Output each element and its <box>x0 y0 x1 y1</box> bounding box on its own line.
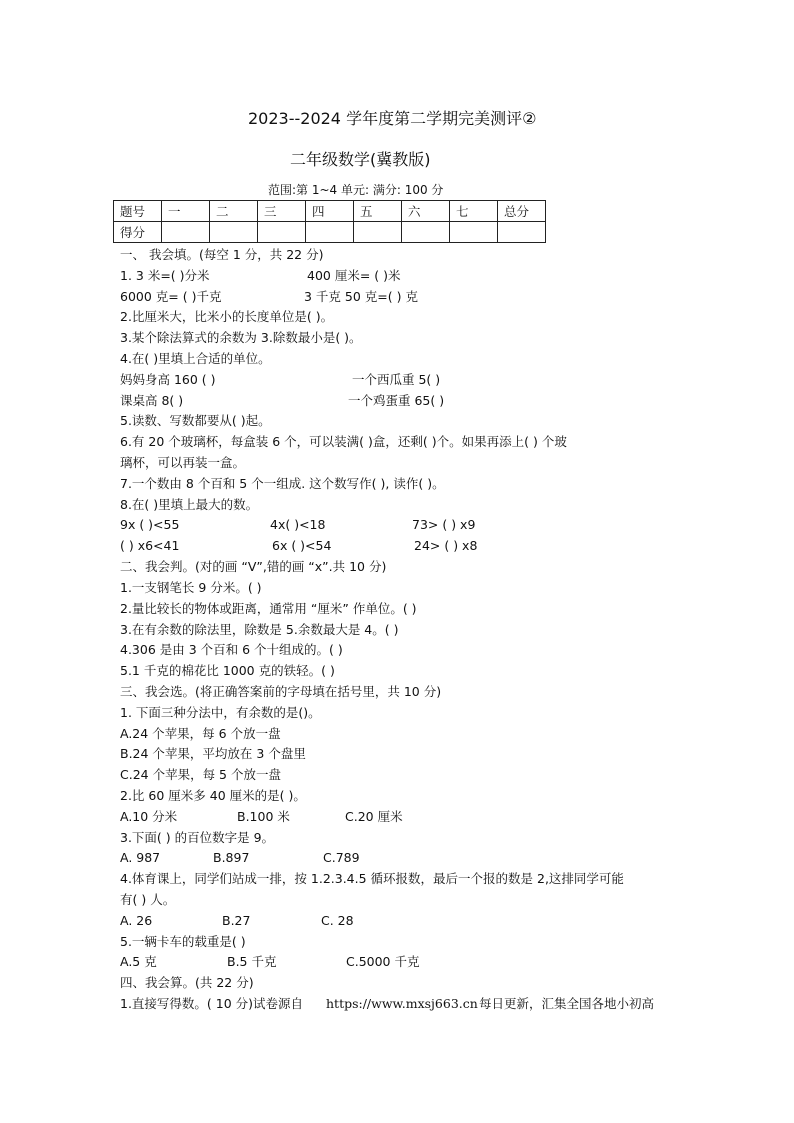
score-header-cell: 五 <box>354 201 402 222</box>
section3-q2: 2.比 60 厘米多 40 厘米的是( )。 <box>120 788 306 803</box>
section2-item: 4.306 是由 3 个百和 6 个十组成的。( ) <box>120 642 343 657</box>
section1-q1c: 6000 克= ( )千克 <box>120 289 222 304</box>
section1-q6-line2: 璃杯，可以再装一盒。 <box>120 455 246 470</box>
section1-q4d: 一个鸡蛋重 65( ) <box>348 393 445 408</box>
section2-heading: 二、我会判。(对的画 “V”,错的画 “x”.共 10 分) <box>120 559 387 574</box>
section1-q4a: 妈妈身高 160 ( ) <box>120 372 216 387</box>
section3-q5c: C.5000 千克 <box>346 954 420 969</box>
section1-q7: 7.一个数由 8 个百和 5 个一组成. 这个数写作( ), 读作( )。 <box>120 476 445 491</box>
section3-q3b: B.897 <box>213 850 250 865</box>
score-header-cell: 一 <box>162 201 210 222</box>
score-cell <box>450 222 498 243</box>
section3-q1b: B.24 个苹果，平均放在 3 个盘里 <box>120 746 306 761</box>
section3-q4b: B.27 <box>222 913 251 928</box>
section2-item: 1.一支钢笔长 9 分米。( ) <box>120 580 262 595</box>
section1-q8f: 24> ( ) x8 <box>414 538 478 553</box>
score-header-cell: 四 <box>306 201 354 222</box>
section3-q1a: A.24 个苹果，每 6 个放一盘 <box>120 726 281 741</box>
section3-q1: 1. 下面三种分法中，有余数的是()。 <box>120 705 321 720</box>
section3-q1c: C.24 个苹果，每 5 个放一盘 <box>120 767 281 782</box>
section3-q4c: C. 28 <box>321 913 354 928</box>
section3-q4a: A. 26 <box>120 913 153 928</box>
section1-heading: 一、 我会填。(每空 1 分，共 22 分) <box>120 247 324 262</box>
section1-q4b: 一个西瓜重 5( ) <box>352 372 441 387</box>
section4-q1-text: 1.直接写得数。( 10 分)试卷源自 <box>120 996 304 1011</box>
score-cell <box>306 222 354 243</box>
section3-q4-line2: 有( ) 人。 <box>120 892 176 907</box>
section1-q8b: 4x( )<18 <box>270 517 326 532</box>
section3-q2c: C.20 厘米 <box>345 809 403 824</box>
section3-heading: 三、我会选。(将正确答案前的字母填在括号里，共 10 分) <box>120 684 442 699</box>
section3-q5: 5.一辆卡车的载重是( ) <box>120 934 246 949</box>
section1-q3: 3.某个除法算式的余数为 3.除数最小是( )。 <box>120 330 362 345</box>
section1-q8: 8.在( )里填上最大的数。 <box>120 497 259 512</box>
section1-q8c: 73> ( ) x9 <box>412 517 476 532</box>
score-header-cell: 题号 <box>114 201 162 222</box>
score-cell <box>210 222 258 243</box>
section3-q5a: A.5 克 <box>120 954 157 969</box>
source-url-link[interactable]: https://www.mxsj663.cn <box>326 996 478 1011</box>
score-header-cell: 七 <box>450 201 498 222</box>
score-table <box>113 200 546 243</box>
score-table-score-row <box>114 222 546 243</box>
score-header-cell: 六 <box>402 201 450 222</box>
section1-q4c: 课桌高 8( ) <box>120 393 184 408</box>
exam-subtitle: 二年级数学(冀教版) <box>290 150 431 169</box>
section3-q3: 3.下面( ) 的百位数字是 9。 <box>120 830 275 845</box>
section1-q2: 2.比厘米大，比米小的长度单位是( )。 <box>120 309 334 324</box>
section1-q6-line1: 6.有 20 个玻璃杯，每盒装 6 个，可以装满( )盒，还剩( )个。如果再添上( ) 个玻 <box>120 434 567 449</box>
score-header-cell: 总分 <box>498 201 546 222</box>
exam-title: 2023--2024 学年度第二学期完美测评② <box>248 109 537 128</box>
score-table-header-row <box>114 201 546 222</box>
section2-item: 2.量比较长的物体或距离，通常用 “厘米” 作单位。( ) <box>120 601 417 616</box>
section2-item: 5.1 千克的棉花比 1000 克的铁轻。( ) <box>120 663 335 678</box>
score-cell <box>258 222 306 243</box>
section4-heading: 四、我会算。(共 22 分) <box>120 975 254 990</box>
section1-q1b: 400 厘米= ( )米 <box>307 268 401 283</box>
section1-q5: 5.读数、写数都要从( )起。 <box>120 413 271 428</box>
score-row-label: 得分 <box>114 222 162 243</box>
score-cell <box>354 222 402 243</box>
section1-q1a: 1. 3 米=( )分米 <box>120 268 210 283</box>
section4-q1-suffix: 每日更新，汇集全国各地小初高 <box>479 996 655 1011</box>
section1-q1d: 3 千克 50 克=( ) 克 <box>304 289 418 304</box>
score-header-cell: 三 <box>258 201 306 222</box>
section3-q2a: A.10 分米 <box>120 809 178 824</box>
score-cell <box>498 222 546 243</box>
section3-q3a: A. 987 <box>120 850 161 865</box>
exam-scope: 范围:第 1~4 单元: 满分: 100 分 <box>268 183 444 197</box>
section1-q8d: ( ) x6<41 <box>120 538 180 553</box>
section2-item: 3.在有余数的除法里，除数是 5.余数最大是 4。( ) <box>120 622 399 637</box>
score-cell <box>162 222 210 243</box>
section3-q5b: B.5 千克 <box>227 954 277 969</box>
section3-q3c: C.789 <box>323 850 360 865</box>
section3-q4-line1: 4.体育课上，同学们站成一排，按 1.2.3.4.5 循环报数，最后一个报的数是 2,这排同学可能 <box>120 871 624 886</box>
score-header-cell: 二 <box>210 201 258 222</box>
section1-q4: 4.在( )里填上合适的单位。 <box>120 351 271 366</box>
score-cell <box>402 222 450 243</box>
section1-q8a: 9x ( )<55 <box>120 517 180 532</box>
section3-q2b: B.100 米 <box>237 809 290 824</box>
section1-q8e: 6x ( )<54 <box>272 538 332 553</box>
